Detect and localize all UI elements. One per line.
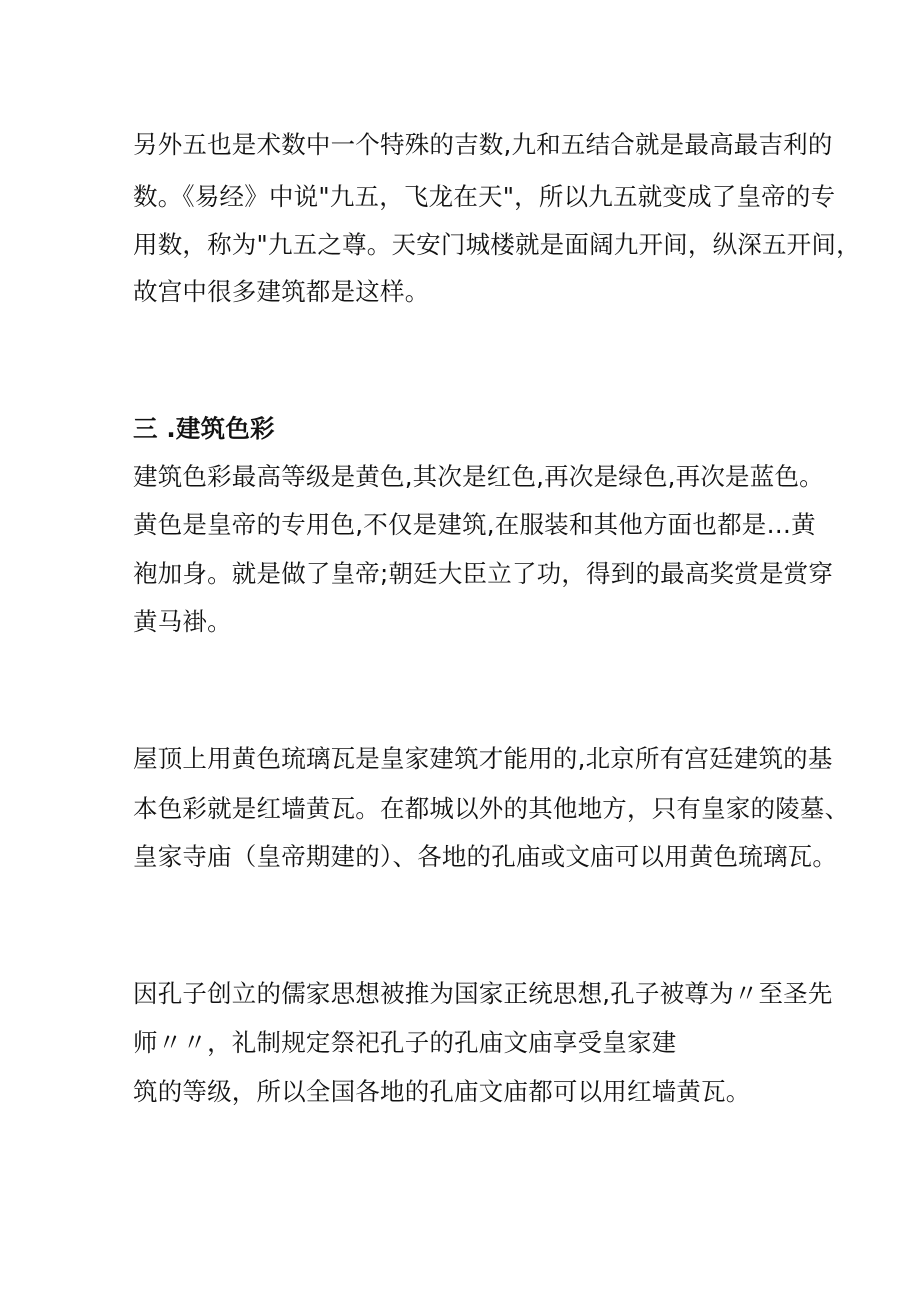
paragraph-1-line-4: 故宫中很多建筑都是这样。	[133, 277, 430, 306]
paragraph-1-line-3: 用数，称为"九五之尊。天安门城楼就是面阔九开间，纵深五开间，	[133, 230, 861, 259]
paragraph-2-line-2: 黄色是皇帝的专用色,不仅是建筑,在服装和其他方面也都是…黄	[133, 510, 816, 539]
paragraph-4-line-3: 筑的等级，所以全国各地的孔庙文庙都可以用红墙黄瓦。	[133, 1077, 751, 1106]
paragraph-4-line-2: 师〃〃，礼制规定祭祀孔子的孔庙文庙享受皇家建	[133, 1028, 677, 1057]
paragraph-3-line-2: 本色彩就是红墙黄瓦。在都城以外的其他地方，只有皇家的陵墓、	[133, 794, 850, 823]
paragraph-3-line-3: 皇家寺庙（皇帝期建的）、各地的孔庙或文庙可以用黄色琉璃瓦。	[133, 842, 838, 871]
paragraph-4-line-1: 因孔子创立的儒家思想被推为国家正统思想,孔子被尊为〃至圣先	[133, 979, 833, 1008]
paragraph-3-line-1: 屋顶上用黄色琉璃瓦是皇家建筑才能用的,北京所有宫廷建筑的基	[133, 744, 833, 773]
paragraph-2-line-3: 袍加身。就是做了皇帝;朝廷大臣立了功，得到的最高奖赏是赏穿	[133, 559, 834, 588]
section-heading: 三 .建筑色彩	[133, 414, 275, 443]
paragraph-1-line-1: 另外五也是术数中一个特殊的吉数,九和五结合就是最高最吉利的	[133, 130, 833, 159]
paragraph-2-line-1: 建筑色彩最高等级是黄色,其次是红色,再次是绿色,再次是蓝色。	[133, 462, 824, 491]
paragraph-2-line-4: 黄马褂。	[133, 607, 232, 636]
paragraph-1-line-2: 数。《易经》中说"九五，飞龙在天"，所以九五就变成了皇帝的专	[133, 182, 836, 211]
